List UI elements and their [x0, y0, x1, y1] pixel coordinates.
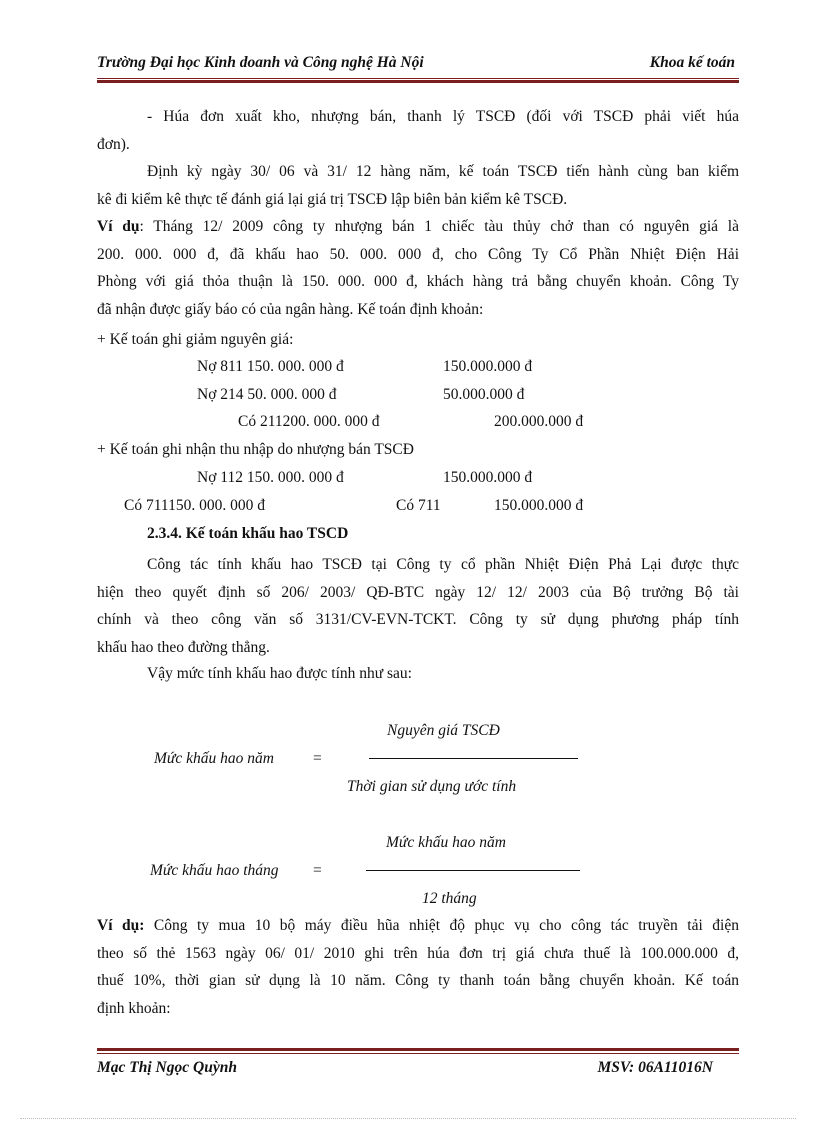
header-school: Trường Đại học Kinh doanh và Công nghệ Hà Nội [97, 54, 424, 71]
paragraph-formula-intro: Vậy mức tính khấu hao được tính như sau: [147, 665, 412, 682]
journal-2-amount-2: 150.000.000 đ [494, 497, 584, 514]
header-rule-thin [97, 78, 739, 79]
footer-rule-thin [97, 1053, 739, 1054]
page-bottom-dotted-line [20, 1118, 796, 1119]
paragraph-depreciation [97, 551, 739, 661]
journal-1-entry-3: Có 211200. 000. 000 đ [238, 413, 380, 430]
paragraph-invoice [97, 103, 739, 158]
formula-1-fraction-bar [369, 758, 578, 759]
journal-1-entry-2: Nợ 214 50. 000. 000 đ [197, 386, 337, 403]
formula-2-numerator: Mức khấu hao năm [386, 834, 506, 851]
text-line: khấu hao theo đường thẳng. [97, 638, 270, 656]
text-line: Ví dụ: Tháng 12/ 2009 công ty nhượng bán 1 chiếc tàu thủy chở than có nguyên giá là [97, 218, 739, 235]
footer-student-id: MSV: 06A11016N [597, 1059, 713, 1076]
journal-1-entry-1: Nợ 811 150. 000. 000 đ [197, 358, 344, 375]
paragraph-inventory [97, 158, 739, 213]
example-label: Ví dụ: [97, 917, 145, 934]
journal-2-entry-1: Nợ 112 150. 000. 000 đ [197, 469, 344, 486]
text-line: Phòng với giá thỏa thuận là 150. 000. 000 đ, khách hàng trả bằng chuyển khoản. Công Ty [97, 273, 739, 290]
footer-rule-thick [97, 1048, 739, 1051]
text-line: thuế 10%, thời gian sử dụng là 10 năm. Công ty thanh toán bằng chuyển khoản. Kế toán [97, 972, 739, 989]
formula-1-numerator: Nguyên giá TSCĐ [387, 722, 500, 739]
text-line: Ví dụ: Công ty mua 10 bộ máy điều hũa nhiệt độ phục vụ cho công tác truyền tải điện [97, 917, 739, 934]
formula-2-equals: = [313, 862, 322, 879]
formula-1-equals: = [313, 750, 322, 767]
journal-2-title: + Kế toán ghi nhận thu nhập do nhượng bán TSCĐ [97, 441, 414, 458]
text-line: định khoản: [97, 999, 171, 1017]
text-line: 200. 000. 000 đ, đã khấu hao 50. 000. 000 đ, cho Công Ty Cổ Phần Nhiệt Điện Hải [97, 245, 739, 263]
page-header [97, 54, 737, 76]
formula-1-denominator: Thời gian sử dụng ước tính [347, 778, 517, 795]
text-line: Định kỳ ngày 30/ 06 và 31/ 12 hàng năm, kế toán TSCĐ tiến hành cùng ban kiểm [147, 163, 739, 180]
section-heading: 2.3.4. Kế toán khấu hao TSCD [147, 525, 349, 542]
text-line: đơn). [97, 135, 130, 153]
journal-1-amount-1: 150.000.000 đ [443, 358, 533, 375]
text-line: đã nhận được giấy báo có của ngân hàng. Kế toán định khoản: [97, 300, 484, 318]
journal-1-amount-2: 50.000.000 đ [443, 386, 525, 403]
paragraph-example-1 [97, 213, 739, 323]
text-line: chính và theo công văn số 3131/CV-EVN-TCKT. Công ty sử dụng phương pháp tính [97, 611, 739, 628]
header-rule-thick [97, 80, 739, 83]
formula-2-fraction-bar [366, 870, 580, 871]
formula-1-lhs: Mức khấu hao năm [154, 750, 274, 767]
text-line: - Húa đơn xuất kho, nhượng bán, thanh lý TSCĐ (đối với TSCĐ phải viết húa [147, 108, 739, 125]
example-label: Ví dụ [97, 218, 140, 235]
text-line: hiện theo quyết định số 206/ 2003/ QĐ-BTC ngày 12/ 12/ 2003 của Bộ trưởng Bộ tài [97, 583, 739, 601]
formula-2-lhs: Mức khấu hao tháng [150, 862, 279, 879]
footer-author: Mạc Thị Ngọc Quỳnh [97, 1059, 237, 1076]
text-line: kê đi kiểm kê thực tế đánh giá lại giá trị TSCĐ lập biên bản kiểm kê TSCĐ. [97, 190, 568, 208]
journal-2-entry-2: Có 711150. 000. 000 đ [124, 497, 265, 514]
text-line: theo số thẻ 1563 ngày 06/ 01/ 2010 ghi trên húa đơn trị giá chưa thuế là 100.000.000 đ, [97, 944, 739, 962]
paragraph-example-2 [97, 912, 739, 1022]
header-department: Khoa kế toán [649, 54, 735, 71]
journal-1-amount-3: 200.000.000 đ [494, 413, 584, 430]
journal-1-title: + Kế toán ghi giảm nguyên giá: [97, 331, 294, 348]
journal-2-amount-1: 150.000.000 đ [443, 469, 533, 486]
journal-2-account-2: Có 711 [396, 497, 441, 514]
text-line: Công tác tính khấu hao TSCĐ tại Công ty cổ phần Nhiệt Điện Phả Lại được thực [147, 556, 739, 573]
formula-2-denominator: 12 tháng [422, 890, 477, 907]
